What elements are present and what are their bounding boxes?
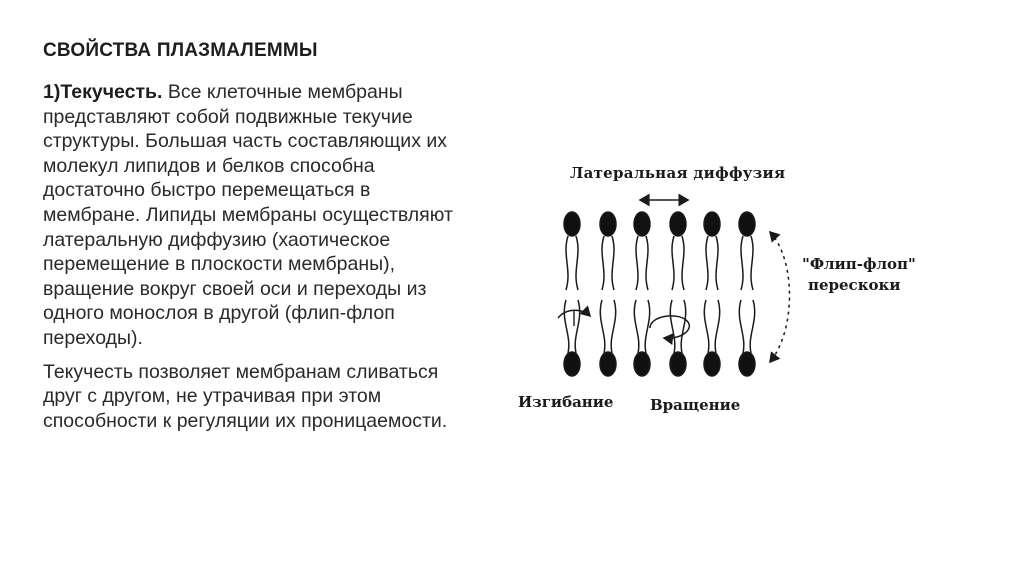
- lipid-head-bottom-5: [704, 352, 720, 376]
- flip-flop-arrow: [770, 232, 790, 362]
- lipid-head-top-4: [670, 212, 686, 236]
- paragraph-lead: 1)Текучесть.: [43, 81, 163, 103]
- membrane-diagram: [500, 150, 960, 430]
- label-flip-flop: "Флип-флоп": [802, 255, 916, 273]
- lipid-head-bottom-2: [600, 352, 616, 376]
- text-block: [43, 80, 463, 433]
- lipid-head-top-2: [600, 212, 616, 236]
- lower-tails: [564, 300, 754, 353]
- upper-tails: [566, 236, 753, 290]
- lipid-head-top-3: [634, 212, 650, 236]
- paragraph-fluidity: [43, 80, 463, 351]
- lipid-head-bottom-6: [739, 352, 755, 376]
- lipid-head-bottom-3: [634, 352, 650, 376]
- lower-monolayer: [564, 352, 755, 376]
- paragraph-fusion: Текучесть позволяет мембранам сливаться друг с другом, не утрачивая при этом способности к регуляции их проницаемости.: [43, 360, 448, 432]
- label-jumps: перескоки: [808, 276, 901, 294]
- lipid-head-top-5: [704, 212, 720, 236]
- slide-title: СВОЙСТВА ПЛАЗМАЛЕММЫ: [43, 40, 318, 61]
- lipid-head-top-1: [564, 212, 580, 236]
- label-rotation: Вращение: [650, 396, 741, 414]
- label-lateral-diffusion: Латеральная диффузия: [570, 164, 786, 182]
- label-bending: Изгибание: [518, 393, 614, 411]
- lipid-head-bottom-1: [564, 352, 580, 376]
- upper-monolayer: [564, 212, 755, 236]
- lipid-head-top-6: [739, 212, 755, 236]
- lipid-head-bottom-4: [670, 352, 686, 376]
- paragraph-body: Все клеточные мембраны представляют собой подвижные текучие структуры. Большая часть составляющих их молекул липидов и белков способна достаточно быстро перемещаться в мембране. Липиды мембраны осуществляют латеральную диффузию (хаотическое перемещение в плоскости мембраны), вращение вокруг своей оси и переходы из одного монослоя в другой (флип-флоп переходы).: [43, 81, 453, 349]
